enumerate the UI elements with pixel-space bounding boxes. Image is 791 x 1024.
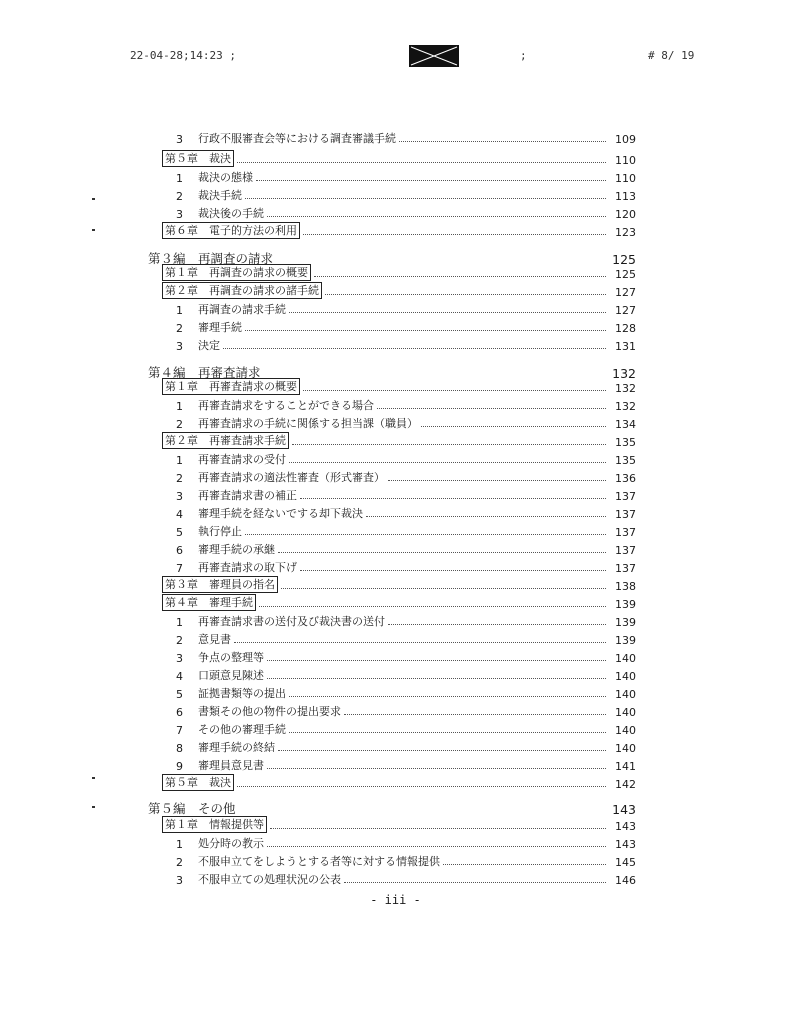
toc-section-number: 1 <box>176 400 183 413</box>
toc-row-section <box>176 413 636 431</box>
toc-row-section <box>176 851 636 869</box>
toc-page-number: 138 <box>615 580 636 593</box>
toc-dot-leader <box>300 570 606 571</box>
toc-row-section <box>176 755 636 773</box>
toc-page-number: 137 <box>615 562 636 575</box>
toc-row-chapter <box>162 593 636 611</box>
toc-page-number: 113 <box>615 190 636 203</box>
toc-row-section <box>176 701 636 719</box>
fax-header <box>0 45 791 69</box>
toc-page-number: 143 <box>612 802 636 817</box>
toc-dot-leader <box>270 828 606 829</box>
toc-page-number: 134 <box>615 418 636 431</box>
toc-part-title: 第３編 再調査の請求 <box>148 251 274 266</box>
toc-section-number: 4 <box>176 670 183 683</box>
toc-page-number: 142 <box>615 778 636 791</box>
toc-section-number: 2 <box>176 322 183 335</box>
toc-page-number: 145 <box>615 856 636 869</box>
toc-section-title: 審理手続を経ないでする却下裁決 <box>198 507 363 520</box>
toc-section-number: 1 <box>176 172 183 185</box>
scan-mark <box>92 198 95 200</box>
toc-dot-leader <box>303 390 606 391</box>
toc-page-number: 132 <box>615 382 636 395</box>
toc-dot-leader <box>314 276 606 277</box>
fax-separator: ; <box>520 49 527 62</box>
toc-section-number: 1 <box>176 838 183 851</box>
toc-dot-leader <box>245 330 606 331</box>
toc-page-number: 127 <box>615 286 636 299</box>
toc-part-title: 第５編 その他 <box>148 801 236 816</box>
toc-dot-leader <box>289 732 606 733</box>
toc-row-section <box>176 557 636 575</box>
toc-page-number: 139 <box>615 598 636 611</box>
toc-page-number: 141 <box>615 760 636 773</box>
toc-row-section <box>176 185 636 203</box>
toc-page-number: 140 <box>615 670 636 683</box>
toc-section-number: 3 <box>176 652 183 665</box>
toc-section-title: 再調査の請求手続 <box>198 303 286 316</box>
toc-page-number: 135 <box>615 436 636 449</box>
toc-chapter-title: 第２章 再審査請求手続 <box>162 432 289 449</box>
toc-page-number: 125 <box>615 268 636 281</box>
toc-page-number: 131 <box>615 340 636 353</box>
toc-row-section <box>176 647 636 665</box>
toc-page-number: 140 <box>615 652 636 665</box>
toc-row-chapter <box>162 575 636 593</box>
toc-row-section <box>176 869 636 887</box>
toc-dot-leader <box>421 426 606 427</box>
toc-dot-leader <box>399 141 606 142</box>
toc-chapter-title: 第１章 情報提供等 <box>162 816 267 833</box>
toc-dot-leader <box>303 234 606 235</box>
toc-page-number: 140 <box>615 742 636 755</box>
toc-row-section <box>176 128 636 146</box>
toc-page-number: 143 <box>615 838 636 851</box>
toc-section-title: 不服申立てをしようとする者等に対する情報提供 <box>198 855 440 868</box>
toc-section-title: 意見書 <box>198 633 231 646</box>
toc-section-title: 再審査請求の取下げ <box>198 561 297 574</box>
toc-dot-leader <box>259 606 606 607</box>
toc-chapter-title: 第１章 再調査の請求の概要 <box>162 264 311 281</box>
toc-section-title: 審理員意見書 <box>198 759 264 772</box>
page-footer: - iii - <box>370 893 421 907</box>
toc-page-number: 132 <box>615 400 636 413</box>
toc-chapter-title: 第５章 裁決 <box>162 774 234 791</box>
toc-dot-leader <box>289 696 606 697</box>
toc-row-chapter <box>162 815 636 833</box>
toc-dot-leader <box>289 462 606 463</box>
toc-section-number: 3 <box>176 340 183 353</box>
toc-section-title: 再審査請求書の送付及び裁決書の送付 <box>198 615 385 628</box>
toc-dot-leader <box>344 714 606 715</box>
toc-row-chapter <box>162 773 636 791</box>
toc-section-title: 再審査請求をすることができる場合 <box>198 399 374 412</box>
toc-chapter-title: 第３章 審理員の指名 <box>162 576 278 593</box>
toc-section-number: 2 <box>176 190 183 203</box>
toc-row-chapter <box>162 221 636 239</box>
toc-dot-leader <box>256 180 606 181</box>
toc-section-number: 5 <box>176 688 183 701</box>
toc-section-title: 裁決手続 <box>198 189 242 202</box>
toc-section-number: 2 <box>176 856 183 869</box>
toc-row-chapter <box>162 377 636 395</box>
toc-section-title: 争点の整理等 <box>198 651 264 664</box>
toc-row-section <box>176 737 636 755</box>
toc-section-title: 行政不服審査会等における調査審議手続 <box>198 132 396 145</box>
toc-section-title: 審理手続の承継 <box>198 543 275 556</box>
toc-section-title: 再審査請求の手続に関係する担当課（職員） <box>198 417 418 430</box>
toc-section-title: 再審査請求の受付 <box>198 453 286 466</box>
scan-mark <box>92 806 95 808</box>
toc-section-number: 7 <box>176 724 183 737</box>
toc-section-number: 1 <box>176 454 183 467</box>
toc-row-section <box>176 203 636 221</box>
toc-section-title: 再審査請求書の補正 <box>198 489 297 502</box>
toc-page-number: 125 <box>612 252 636 267</box>
toc-section-number: 9 <box>176 760 183 773</box>
toc-chapter-title: 第１章 再審査請求の概要 <box>162 378 300 395</box>
toc-dot-leader <box>245 198 606 199</box>
toc-dot-leader <box>443 864 606 865</box>
toc-row-chapter <box>162 281 636 299</box>
toc-section-title: 裁決の態様 <box>198 171 253 184</box>
toc-section-number: 2 <box>176 418 183 431</box>
toc-page-number: 140 <box>615 724 636 737</box>
toc-row-section <box>176 719 636 737</box>
toc-page-number: 136 <box>615 472 636 485</box>
toc-dot-leader <box>344 882 606 883</box>
toc-page-number: 137 <box>615 526 636 539</box>
toc-dot-leader <box>267 678 606 679</box>
toc-dot-leader <box>278 750 606 751</box>
toc-section-title: その他の審理手続 <box>198 723 286 736</box>
toc-chapter-title: 第５章 裁決 <box>162 150 234 167</box>
toc-page-number: 137 <box>615 544 636 557</box>
toc-dot-leader <box>234 642 606 643</box>
toc-page-number: 120 <box>615 208 636 221</box>
toc-section-title: 処分時の教示 <box>198 837 264 850</box>
toc-page-number: 143 <box>615 820 636 833</box>
toc-dot-leader <box>289 312 606 313</box>
toc-dot-leader <box>325 294 606 295</box>
toc-section-number: 6 <box>176 706 183 719</box>
toc-row-section <box>176 167 636 185</box>
toc-page-number: 135 <box>615 454 636 467</box>
fax-timestamp: 22-04-28;14:23 ; <box>130 49 236 62</box>
toc-dot-leader <box>223 348 606 349</box>
toc-row-section <box>176 521 636 539</box>
toc-dot-leader <box>388 624 606 625</box>
toc-dot-leader <box>267 846 606 847</box>
toc-section-number: 7 <box>176 562 183 575</box>
toc-section-title: 執行停止 <box>198 525 242 538</box>
toc-page-number: 109 <box>615 133 636 146</box>
toc-page-number: 137 <box>615 490 636 503</box>
toc-page-number: 110 <box>615 172 636 185</box>
toc-page-number: 110 <box>615 154 636 167</box>
toc-dot-leader <box>366 516 606 517</box>
toc-row-section <box>176 503 636 521</box>
toc-row-section <box>176 317 636 335</box>
toc-dot-leader <box>388 480 606 481</box>
toc-page-number: 123 <box>615 226 636 239</box>
toc-section-number: 6 <box>176 544 183 557</box>
toc-page-number: 140 <box>615 706 636 719</box>
toc-row-chapter <box>162 431 636 449</box>
toc-page-number: 146 <box>615 874 636 887</box>
toc-row-section <box>176 299 636 317</box>
toc-row-chapter <box>162 149 636 167</box>
toc-row-section <box>176 833 636 851</box>
redaction-box <box>409 45 459 67</box>
toc-dot-leader <box>245 534 606 535</box>
toc-row-section <box>176 683 636 701</box>
toc-section-number: 4 <box>176 508 183 521</box>
toc-section-title: 書類その他の物件の提出要求 <box>198 705 341 718</box>
toc-page-number: 140 <box>615 688 636 701</box>
toc-row-section <box>176 485 636 503</box>
toc-section-number: 8 <box>176 742 183 755</box>
toc-row-section <box>176 449 636 467</box>
toc-section-title: 口頭意見陳述 <box>198 669 264 682</box>
toc-row-section <box>176 395 636 413</box>
toc-section-title: 審理手続の終結 <box>198 741 275 754</box>
toc-chapter-title: 第６章 電子的方法の利用 <box>162 222 300 239</box>
toc-row-chapter <box>162 263 636 281</box>
toc-section-title: 再審査請求の適法性審査（形式審査） <box>198 471 385 484</box>
toc-section-number: 3 <box>176 874 183 887</box>
toc-row-section <box>176 539 636 557</box>
toc-row-section <box>176 335 636 353</box>
toc-section-number: 2 <box>176 472 183 485</box>
toc-row-section <box>176 665 636 683</box>
toc-page-number: 132 <box>612 366 636 381</box>
toc-page-number: 128 <box>615 322 636 335</box>
toc-section-number: 3 <box>176 208 183 221</box>
toc-dot-leader <box>267 768 606 769</box>
toc-section-number: 3 <box>176 490 183 503</box>
toc-dot-leader <box>237 162 606 163</box>
toc-dot-leader <box>267 660 606 661</box>
toc-dot-leader <box>281 588 606 589</box>
toc-row-part <box>148 797 636 817</box>
toc-section-number: 5 <box>176 526 183 539</box>
toc-section-number: 1 <box>176 304 183 317</box>
toc-section-number: 2 <box>176 634 183 647</box>
toc-page-number: 137 <box>615 508 636 521</box>
toc-chapter-title: 第４章 審理手続 <box>162 594 256 611</box>
scan-mark <box>92 229 95 231</box>
toc-row-section <box>176 467 636 485</box>
toc-part-title: 第４編 再審査請求 <box>148 365 261 380</box>
toc-section-title: 裁決後の手続 <box>198 207 264 220</box>
toc-section-title: 不服申立ての処理状況の公表 <box>198 873 341 886</box>
toc-chapter-title: 第２章 再調査の請求の諸手続 <box>162 282 322 299</box>
toc-dot-leader <box>292 444 606 445</box>
toc-dot-leader <box>237 786 606 787</box>
toc-dot-leader <box>278 552 606 553</box>
toc-page-number: 139 <box>615 616 636 629</box>
toc-section-title: 証拠書類等の提出 <box>198 687 286 700</box>
toc-dot-leader <box>300 498 606 499</box>
toc-section-title: 決定 <box>198 339 220 352</box>
toc-dot-leader <box>377 408 606 409</box>
toc-row-section <box>176 629 636 647</box>
scan-mark <box>92 777 95 779</box>
toc-section-number: 1 <box>176 616 183 629</box>
toc-row-section <box>176 611 636 629</box>
toc-section-title: 審理手続 <box>198 321 242 334</box>
fax-page-counter: # 8/ 19 <box>648 49 695 62</box>
toc-page-number: 139 <box>615 634 636 647</box>
toc-page-number: 127 <box>615 304 636 317</box>
toc-section-number: 3 <box>176 133 183 146</box>
toc-dot-leader <box>267 216 606 217</box>
